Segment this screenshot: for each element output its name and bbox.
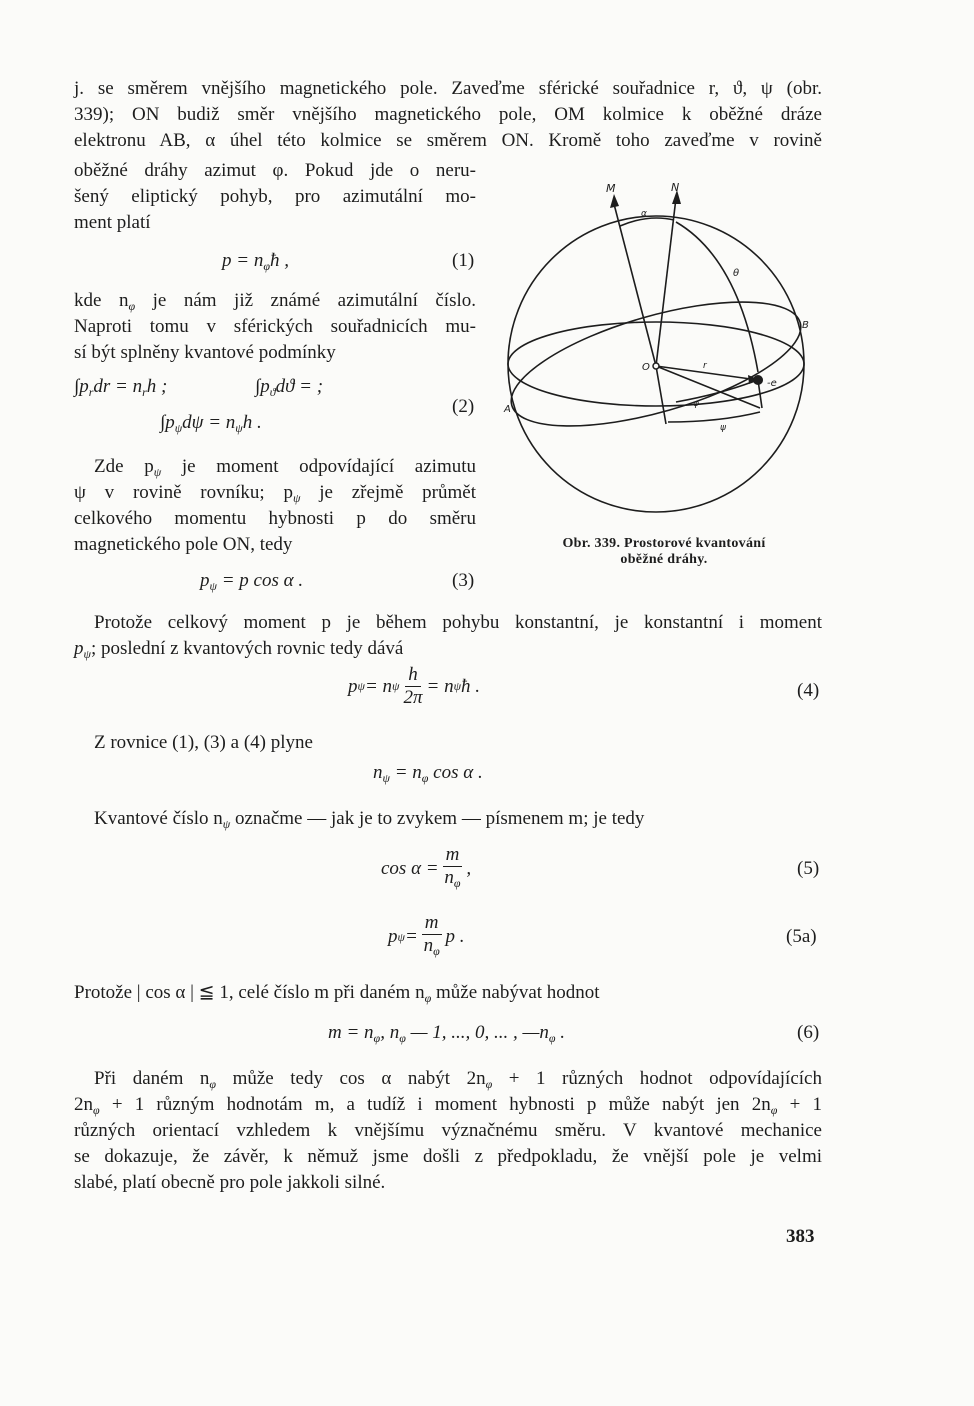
text-line: celkového momentu hybnosti p do směru [74, 508, 476, 529]
eq-sub: r [88, 385, 94, 399]
eq-sub: ψ [174, 421, 183, 435]
text-line: ment platí [74, 212, 151, 233]
eq-sub: r [142, 385, 147, 399]
label-theta: θ [733, 268, 740, 279]
text-span: ψ v rovině rovníku; p [74, 482, 293, 503]
text-span: Kvantové číslo n [94, 808, 223, 829]
eq-part: h . [242, 412, 262, 433]
fraction [422, 912, 442, 962]
equation-6 [328, 1022, 565, 1046]
text-line [94, 806, 644, 837]
text-sub: ψ [153, 465, 162, 479]
equation-part: p = n [222, 250, 264, 271]
equation-3 [200, 570, 303, 594]
den-sub: φ [433, 944, 440, 958]
eq-sub: φ [399, 1031, 406, 1045]
eq-sub: ψ [397, 929, 405, 944]
label-m: M [606, 182, 616, 195]
text-span: ; poslední z kvantových rovnic tedy dává [90, 638, 404, 659]
eq-part: p [200, 570, 210, 591]
equation-number: (1) [452, 250, 475, 271]
den-part: n [423, 935, 434, 956]
text-span: Při daném n [94, 1068, 210, 1089]
equation-5 [381, 844, 471, 894]
text-line: magnetického pole ON, tedy [74, 534, 293, 555]
equation-2b [255, 376, 323, 400]
eq-part: = [404, 926, 418, 947]
eq-part: ħ . [461, 675, 481, 697]
text-line: Z rovnice (1), (3) a (4) plyne [94, 732, 313, 753]
equation-number: (5a) [786, 926, 817, 947]
theta-arc [676, 222, 758, 372]
eq-sub: ψ [357, 679, 365, 693]
eq-part: ∫p [74, 376, 89, 397]
eq-part: p [388, 926, 398, 947]
eq-part: dϑ = ; [275, 376, 324, 397]
eq-part: cos α . [428, 762, 483, 783]
label-o: O [642, 362, 650, 373]
fraction [443, 844, 463, 894]
eq-part: . [555, 1022, 566, 1043]
text-line: různých orientací vzhledem k vnějšímu význačnému směru. V kvantové mechanice [74, 1120, 822, 1141]
text-line: slabé, platí obecně pro pole jakkoli silné. [74, 1172, 386, 1193]
text-sub: ψ [222, 817, 231, 831]
psi-arc [668, 412, 760, 422]
denominator [424, 935, 440, 962]
text-sub: φ [209, 1077, 217, 1091]
electron-dot [753, 375, 763, 385]
equation-number: (3) [452, 570, 475, 591]
eq-part: dψ = n [182, 412, 236, 433]
text-line: elektronu AB, α úhel této kolmice se směrem ON. Kromě toho zaveďme v rovině [74, 130, 822, 151]
eq-part: = n [364, 675, 393, 697]
text-span: Zde p [94, 456, 154, 477]
equation-sub: φ [263, 259, 270, 273]
label-alpha: α [641, 209, 647, 219]
text-span: je nám již známé azimutální číslo. [135, 290, 476, 311]
equation-2c [160, 412, 262, 436]
eq-part: n [373, 762, 383, 783]
text-sub: φ [485, 1077, 493, 1091]
equation-4 [348, 664, 480, 709]
equation-number: (4) [797, 680, 820, 701]
text-sub: φ [93, 1103, 100, 1117]
label-n: N [671, 181, 680, 194]
eq-part: p [348, 675, 358, 697]
equation-1 [222, 250, 289, 274]
equation-part: ħ , [269, 250, 289, 271]
numerator: h [405, 664, 421, 687]
origin-point [653, 363, 659, 369]
equation-number: (5) [797, 858, 820, 879]
eq-part: , n [380, 1022, 400, 1043]
om-axis [614, 204, 656, 366]
den-sub: φ [453, 876, 461, 890]
text-span: je moment odpovídající azimutu [161, 456, 476, 477]
eq-sub: ψ [235, 421, 243, 435]
psi-ray [656, 366, 760, 408]
text-line: šený eliptický pohyb, pro azimutální mo- [74, 186, 476, 207]
text-line: se dokazuje, že závěr, k němuž jsme došli z předpokladu, že vnější pole je velmi [74, 1146, 822, 1167]
text-line: Naproti tomu v sférických souřadnicích mu- [74, 316, 476, 337]
text-line: sí být splněny kvantové podmínky [74, 342, 336, 363]
on-axis [656, 198, 676, 366]
eq-part: , [466, 858, 472, 879]
text-span: může nabývat hodnot [431, 982, 600, 1003]
equation-number: (6) [797, 1022, 820, 1043]
text-sub: ψ [292, 491, 301, 505]
caption-line: Obr. 339. Prostorové kvantování [562, 536, 766, 551]
text-span: 2n [74, 1094, 93, 1115]
eq-sub: φ [373, 1031, 381, 1045]
caption-line: oběžné dráhy. [620, 552, 708, 567]
figure-caption [512, 536, 816, 568]
eq-sub: ψ [209, 579, 217, 593]
equation-n-psi [373, 762, 483, 786]
text-line: Protože celkový moment p je během pohybu konstantní, je konstantní i moment [94, 612, 822, 633]
equation-number: (2) [452, 396, 475, 417]
eq-part: = n [426, 675, 454, 697]
eq-part: — 1, ..., 0, ... , —n [405, 1022, 549, 1043]
numerator: m [422, 912, 442, 935]
denominator: 2π [403, 687, 423, 708]
text-span: je zřejmě průmět [300, 482, 476, 503]
text-span: + 1 [777, 1094, 822, 1115]
eq-part: dr = n [93, 376, 143, 397]
fraction [403, 664, 422, 709]
eq-sub: φ [421, 771, 429, 785]
label-b: B [802, 320, 809, 331]
denominator [444, 867, 460, 894]
den-part: n [444, 867, 454, 888]
text-line [74, 980, 600, 1011]
equation-5a [388, 912, 465, 962]
label-psi: ψ [720, 423, 726, 433]
text-line: oběžné dráhy azimut φ. Pokud jde o neru- [74, 160, 476, 181]
text-span: kde n [74, 290, 129, 311]
eq-part: = n [389, 762, 422, 783]
text-span: + 1 různým hodnotám m, a tudíž i moment hybnosti p může nabýt jen 2n [99, 1094, 771, 1115]
text-sub: φ [424, 991, 432, 1005]
text-sub: φ [128, 299, 136, 313]
eq-part: m = n [328, 1022, 374, 1043]
eq-part: ∫p [255, 376, 270, 397]
label-r: r [703, 361, 707, 371]
page-number: 383 [786, 1226, 815, 1247]
text-line: j. se směrem vnějšího magnetického pole. Zaveďme sférické souřadnice r, ϑ, ψ (obr. [74, 78, 822, 99]
label-a: A [504, 404, 511, 415]
text-span: Protože | cos α | ≦ 1, celé číslo m při daném n [74, 982, 425, 1003]
phi-ray [656, 366, 666, 424]
label-phi: φ [693, 399, 699, 409]
text-line [74, 636, 403, 667]
text-span: + 1 různých hodnot odpovídajících [492, 1068, 822, 1089]
eq-part: = p cos α . [216, 570, 304, 591]
numerator: m [443, 844, 463, 867]
eq-part: cos α = [381, 858, 439, 879]
eq-part: ∫p [160, 412, 175, 433]
eq-part: h ; [146, 376, 168, 397]
eq-sub: ϑ [269, 385, 276, 399]
label-e: -e [767, 378, 777, 389]
arrow-m-icon [610, 194, 619, 208]
eq-sub: φ [548, 1031, 556, 1045]
eq-sub: ψ [382, 771, 390, 785]
text-sub: ψ [83, 647, 91, 661]
text-line: 339); ON budiž směr vnějšího magnetického pole, OM kolmice k oběžné dráze [74, 104, 822, 125]
eq-sub: ψ [392, 679, 400, 693]
eq-sub: ψ [453, 679, 462, 693]
equation-2a [74, 376, 167, 400]
text-span: označme — jak je to zvykem — písmenem m; je tedy [230, 808, 645, 829]
text-span: může tedy cos α nabýt 2n [216, 1068, 486, 1089]
text-sub: φ [770, 1103, 778, 1117]
eq-part: p . [445, 926, 465, 947]
sphere-figure [490, 176, 830, 516]
text-span: p [74, 638, 84, 659]
